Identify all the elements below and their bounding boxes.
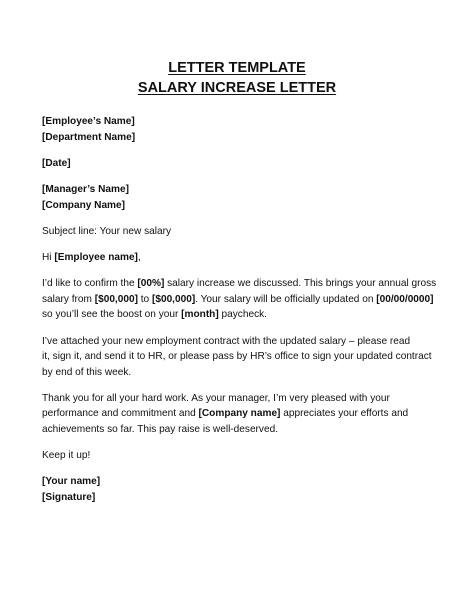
paragraph3-line2 (42, 406, 442, 422)
paragraph-contract (42, 334, 442, 381)
paragraph2-line3: by end of this week. (42, 366, 132, 378)
paragraph3-line1: Thank you for all your hard work. As your manager, I’m very pleased with your (42, 392, 390, 404)
effective-date-placeholder: [00/00/0000] (376, 293, 434, 305)
p1-text-c: salary from (42, 293, 95, 305)
sender-block (42, 182, 442, 213)
your-name-placeholder: [Your name] (42, 476, 101, 488)
p3-text-b: appreciates your efforts and (280, 408, 409, 420)
subject-block (42, 224, 442, 240)
paragraph-thanks (42, 391, 442, 438)
p1-text-a: I’d like to confirm the (42, 278, 138, 290)
company-name-placeholder: [Company Name] (42, 199, 126, 211)
paragraph2-line2: it, sign it, and send it to HR, or please pass by HR’s office to sign your updated contract (42, 351, 432, 363)
new-salary-placeholder: [$00,000] (151, 293, 196, 305)
closing-line: Keep it up! (42, 450, 91, 462)
greeting-block (42, 250, 442, 266)
greeting-suffix: , (137, 251, 141, 263)
p1-text-g: paycheck. (218, 309, 267, 321)
greeting-line (42, 250, 442, 266)
p1-text-e: . Your salary will be officially updated on (195, 293, 377, 305)
closing-block (42, 448, 442, 464)
signoff-block (42, 474, 442, 505)
date-placeholder: [Date] (42, 157, 71, 169)
department-name-placeholder: [Department Name] (42, 131, 136, 143)
greeting-prefix: Hi (42, 251, 55, 263)
month-placeholder: [month] (181, 309, 219, 321)
title-line-1: LETTER TEMPLATE (168, 60, 306, 76)
old-salary-placeholder: [$00,000] (94, 293, 138, 305)
p1-text-d: to (137, 293, 152, 305)
p1-text-f: so you’ll see the boost on your (42, 309, 182, 321)
paragraph3-line3: achievements so far. This pay raise is well-deserved. (42, 424, 279, 436)
p1-text-b: salary increase we discussed. This brings your annual gross (164, 278, 437, 290)
employee-name-placeholder: [Employee’s Name] (42, 116, 135, 127)
manager-name-placeholder: [Manager’s Name] (42, 183, 129, 195)
date-block (42, 156, 442, 172)
p3-text-a: performance and commitment and (42, 408, 199, 420)
signature-placeholder: [Signature] (42, 492, 96, 504)
company-name-inline-placeholder: [Company name] (198, 408, 281, 420)
title-line-2: SALARY INCREASE LETTER (137, 80, 337, 96)
paragraph1-line2 (42, 292, 442, 308)
percentage-placeholder: [00%] (137, 278, 165, 290)
letter-body (42, 114, 442, 516)
greeting-employee-name: [Employee name] (54, 251, 138, 263)
recipient-block (42, 114, 442, 145)
paragraph1-line3 (42, 307, 442, 323)
letter-title (0, 58, 474, 98)
paragraph1-line1 (42, 276, 442, 292)
subject-line: Subject line: Your new salary (42, 225, 172, 237)
paragraph2-line1: I’ve attached your new employment contract with the updated salary – please read (42, 335, 411, 347)
paragraph-salary-confirmation (42, 276, 442, 323)
